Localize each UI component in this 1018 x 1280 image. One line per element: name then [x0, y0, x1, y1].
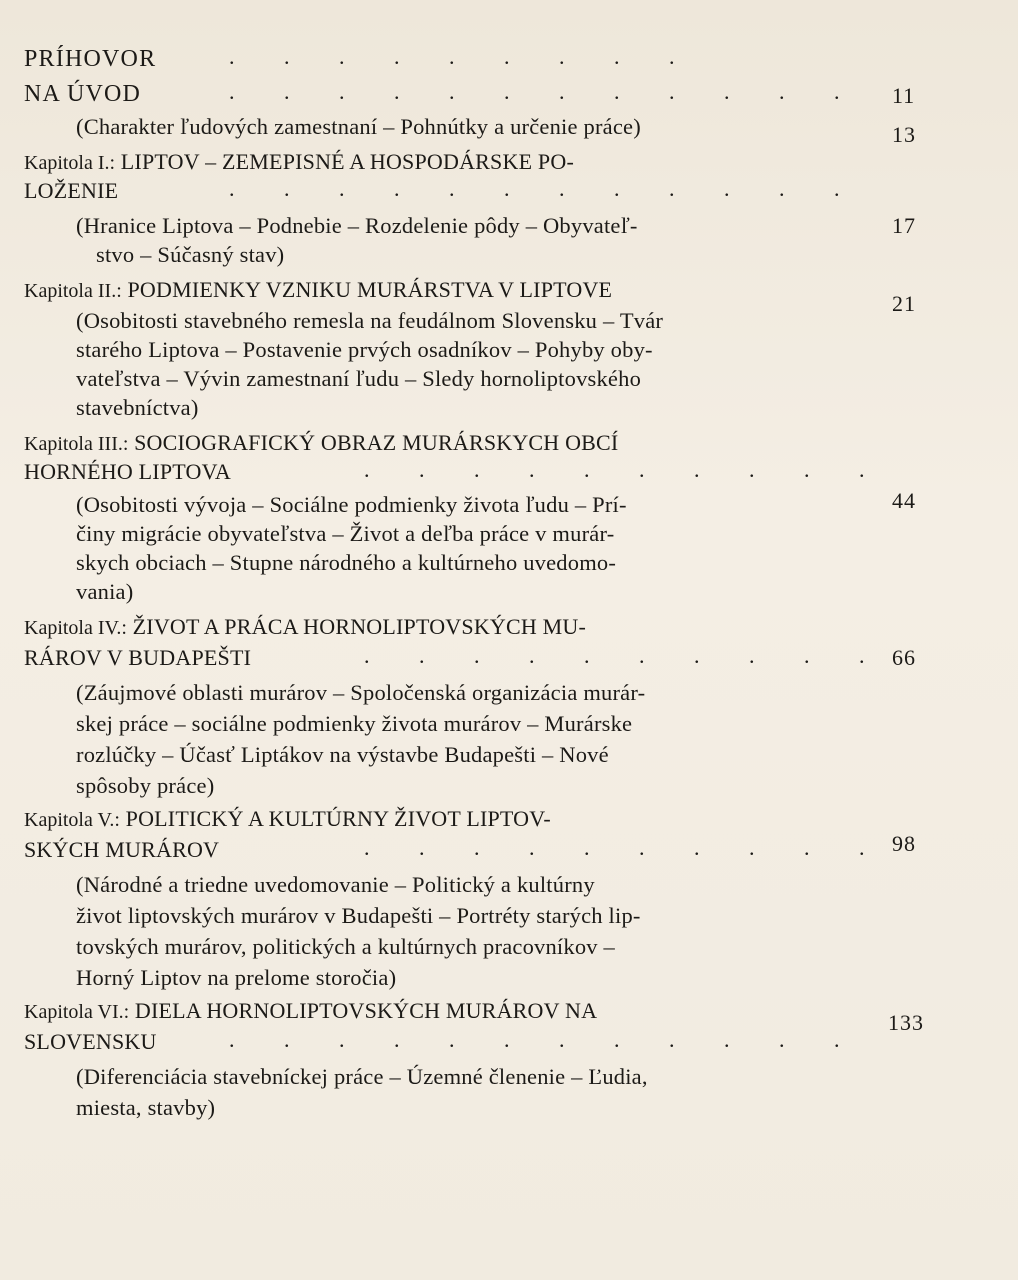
page-number: 21	[892, 291, 916, 316]
entry-description: vania)	[76, 579, 134, 604]
entry-description: rozlúčky – Účasť Liptákov na výstavbe Budapešti – Nové	[76, 742, 609, 767]
page-number: 11	[892, 83, 916, 108]
entry-description: skej práce – sociálne podmienky života murárov – Murárske	[76, 711, 633, 736]
toc-entry-kapitola-3	[24, 430, 924, 457]
entry-description: stavebníctva)	[76, 395, 199, 420]
chapter-title-cont: SKÝCH MURÁROV	[24, 837, 220, 862]
leader-dots: . . . . . . . . . . . .	[229, 176, 862, 201]
toc-entry-prihovor	[24, 46, 924, 73]
entry-description: (Diferenciácia stavebníckej práce – Územné členenie – Ľudia,	[76, 1064, 648, 1089]
entry-title-line	[24, 806, 551, 832]
entry-description: starého Liptova – Postavenie prvých osadníkov – Pohyby oby-	[76, 337, 653, 362]
entry-description: spôsoby práce)	[76, 773, 215, 798]
entry-description: (Záujmové oblasti murárov – Spoločenská organizácia murár-	[76, 680, 646, 705]
toc-entry-kapitola-2	[24, 277, 924, 316]
toc-title-cont	[24, 831, 924, 864]
entry-description: skych obciach – Stupne národného a kultúrneho uvedomo-	[76, 550, 617, 575]
chapter-title: SOCIOGRAFICKÝ OBRAZ MURÁRSKYCH OBCÍ	[134, 430, 619, 455]
toc-entry-kapitola-6	[24, 998, 924, 1035]
entry-description: činy migrácie obyvateľstva – Život a deľba práce v murár-	[76, 521, 615, 546]
page-number: 133	[888, 1010, 924, 1035]
chapter-title-cont: SLOVENSKU	[24, 1029, 157, 1054]
entry-description: (Osobitosti vývoja – Sociálne podmienky života ľudu – Prí-	[76, 492, 627, 517]
table-of-contents	[24, 44, 924, 1120]
entry-title-line	[24, 277, 612, 303]
toc-desc	[24, 395, 924, 422]
toc-desc	[24, 1064, 924, 1091]
entry-description: Horný Liptov na prelome storočia)	[76, 965, 397, 990]
toc-desc	[24, 308, 924, 335]
toc-desc	[24, 934, 924, 961]
toc-desc	[24, 903, 924, 930]
chapter-title: POLITICKÝ A KULTÚRNY ŽIVOT LIPTOV-	[125, 806, 551, 831]
chapter-title-cont: RÁROV V BUDAPEŠTI	[24, 645, 252, 670]
entry-title-line	[24, 430, 618, 456]
page-number: 17	[892, 213, 916, 238]
toc-desc	[24, 965, 924, 992]
toc-desc	[24, 521, 924, 548]
entry-description: vateľstva – Vývin zamestnaní ľudu – Sledy hornoliptovského	[76, 366, 642, 391]
page-number: 66	[892, 645, 916, 670]
toc-desc	[24, 114, 924, 147]
toc-desc	[24, 680, 924, 707]
toc-desc	[24, 579, 924, 606]
entry-title-line	[24, 614, 586, 640]
toc-entry-na-uvod	[24, 81, 924, 108]
page-number: 13	[892, 122, 916, 147]
toc-desc	[24, 242, 924, 269]
toc-desc	[24, 488, 924, 519]
entry-title: PRÍHOVOR	[24, 46, 157, 72]
toc-entry-kapitola-4	[24, 614, 924, 641]
page-number: 44	[892, 488, 916, 513]
chapter-title: ŽIVOT A PRÁCA HORNOLIPTOVSKÝCH MU-	[132, 614, 587, 639]
toc-title-cont	[24, 1029, 924, 1056]
toc-desc	[24, 366, 924, 393]
page-number: 98	[892, 831, 916, 856]
toc-entry-kapitola-1	[24, 149, 924, 176]
chapter-label: Kapitola IV.:	[24, 617, 127, 639]
chapter-label: Kapitola VI.:	[24, 1001, 130, 1023]
leader-dots: . . . . . . . . . . . .	[229, 1027, 862, 1052]
toc-desc	[24, 213, 924, 240]
chapter-title-cont: LOŽENIE	[24, 178, 119, 203]
toc-desc	[24, 1095, 924, 1122]
toc-desc	[24, 742, 924, 769]
chapter-label: Kapitola V.:	[24, 809, 120, 831]
leader-dots: . . . . . . . . .	[229, 44, 697, 69]
chapter-title: PODMIENKY VZNIKU MURÁRSTVA V LIPTOVE	[127, 277, 613, 302]
entry-description: (Hranice Liptova – Podnebie – Rozdelenie pôdy – Obyvateľ-	[76, 213, 638, 238]
leader-dots: . . . . . . . . . .	[364, 643, 887, 668]
entry-description: (Národné a triedne uvedomovanie – Politický a kultúrny	[76, 872, 595, 897]
entry-title: NA ÚVOD	[24, 81, 142, 107]
entry-description: život liptovských murárov v Budapešti – Portréty starých lip-	[76, 903, 641, 928]
leader-dots: . . . . . . . . . .	[364, 835, 887, 860]
toc-desc	[24, 550, 924, 577]
chapter-label: Kapitola I.:	[24, 152, 116, 174]
leader-dots: . . . . . . . . . . . .	[229, 79, 862, 104]
entry-title-line	[24, 149, 574, 175]
entry-description: (Charakter ľudových zamestnaní – Pohnútky a určenie práce)	[76, 114, 641, 139]
toc-title-cont	[24, 178, 924, 205]
entry-description: (Osobitosti stavebného remesla na feudálnom Slovensku – Tvár	[76, 308, 664, 333]
entry-title-line	[24, 998, 597, 1024]
chapter-title: LIPTOV – ZEMEPISNÉ A HOSPODÁRSKE PO-	[120, 149, 574, 174]
toc-title-cont	[24, 645, 924, 672]
toc-desc	[24, 773, 924, 800]
chapter-title: DIELA HORNOLIPTOVSKÝCH MURÁROV NA	[134, 998, 598, 1023]
leader-dots: . . . . . . . . . .	[364, 457, 887, 482]
toc-desc	[24, 872, 924, 899]
chapter-label: Kapitola III.:	[24, 433, 129, 455]
toc-title-cont	[24, 459, 924, 486]
toc-desc	[24, 337, 924, 364]
chapter-title-cont: HORNÉHO LIPTOVA	[24, 459, 231, 484]
entry-description: miesta, stavby)	[76, 1095, 216, 1120]
toc-entry-kapitola-5	[24, 806, 924, 833]
chapter-label: Kapitola II.:	[24, 280, 122, 302]
toc-desc	[24, 711, 924, 738]
entry-description: tovských murárov, politických a kultúrnych pracovníkov –	[76, 934, 615, 959]
entry-description: stvo – Súčasný stav)	[96, 242, 285, 267]
